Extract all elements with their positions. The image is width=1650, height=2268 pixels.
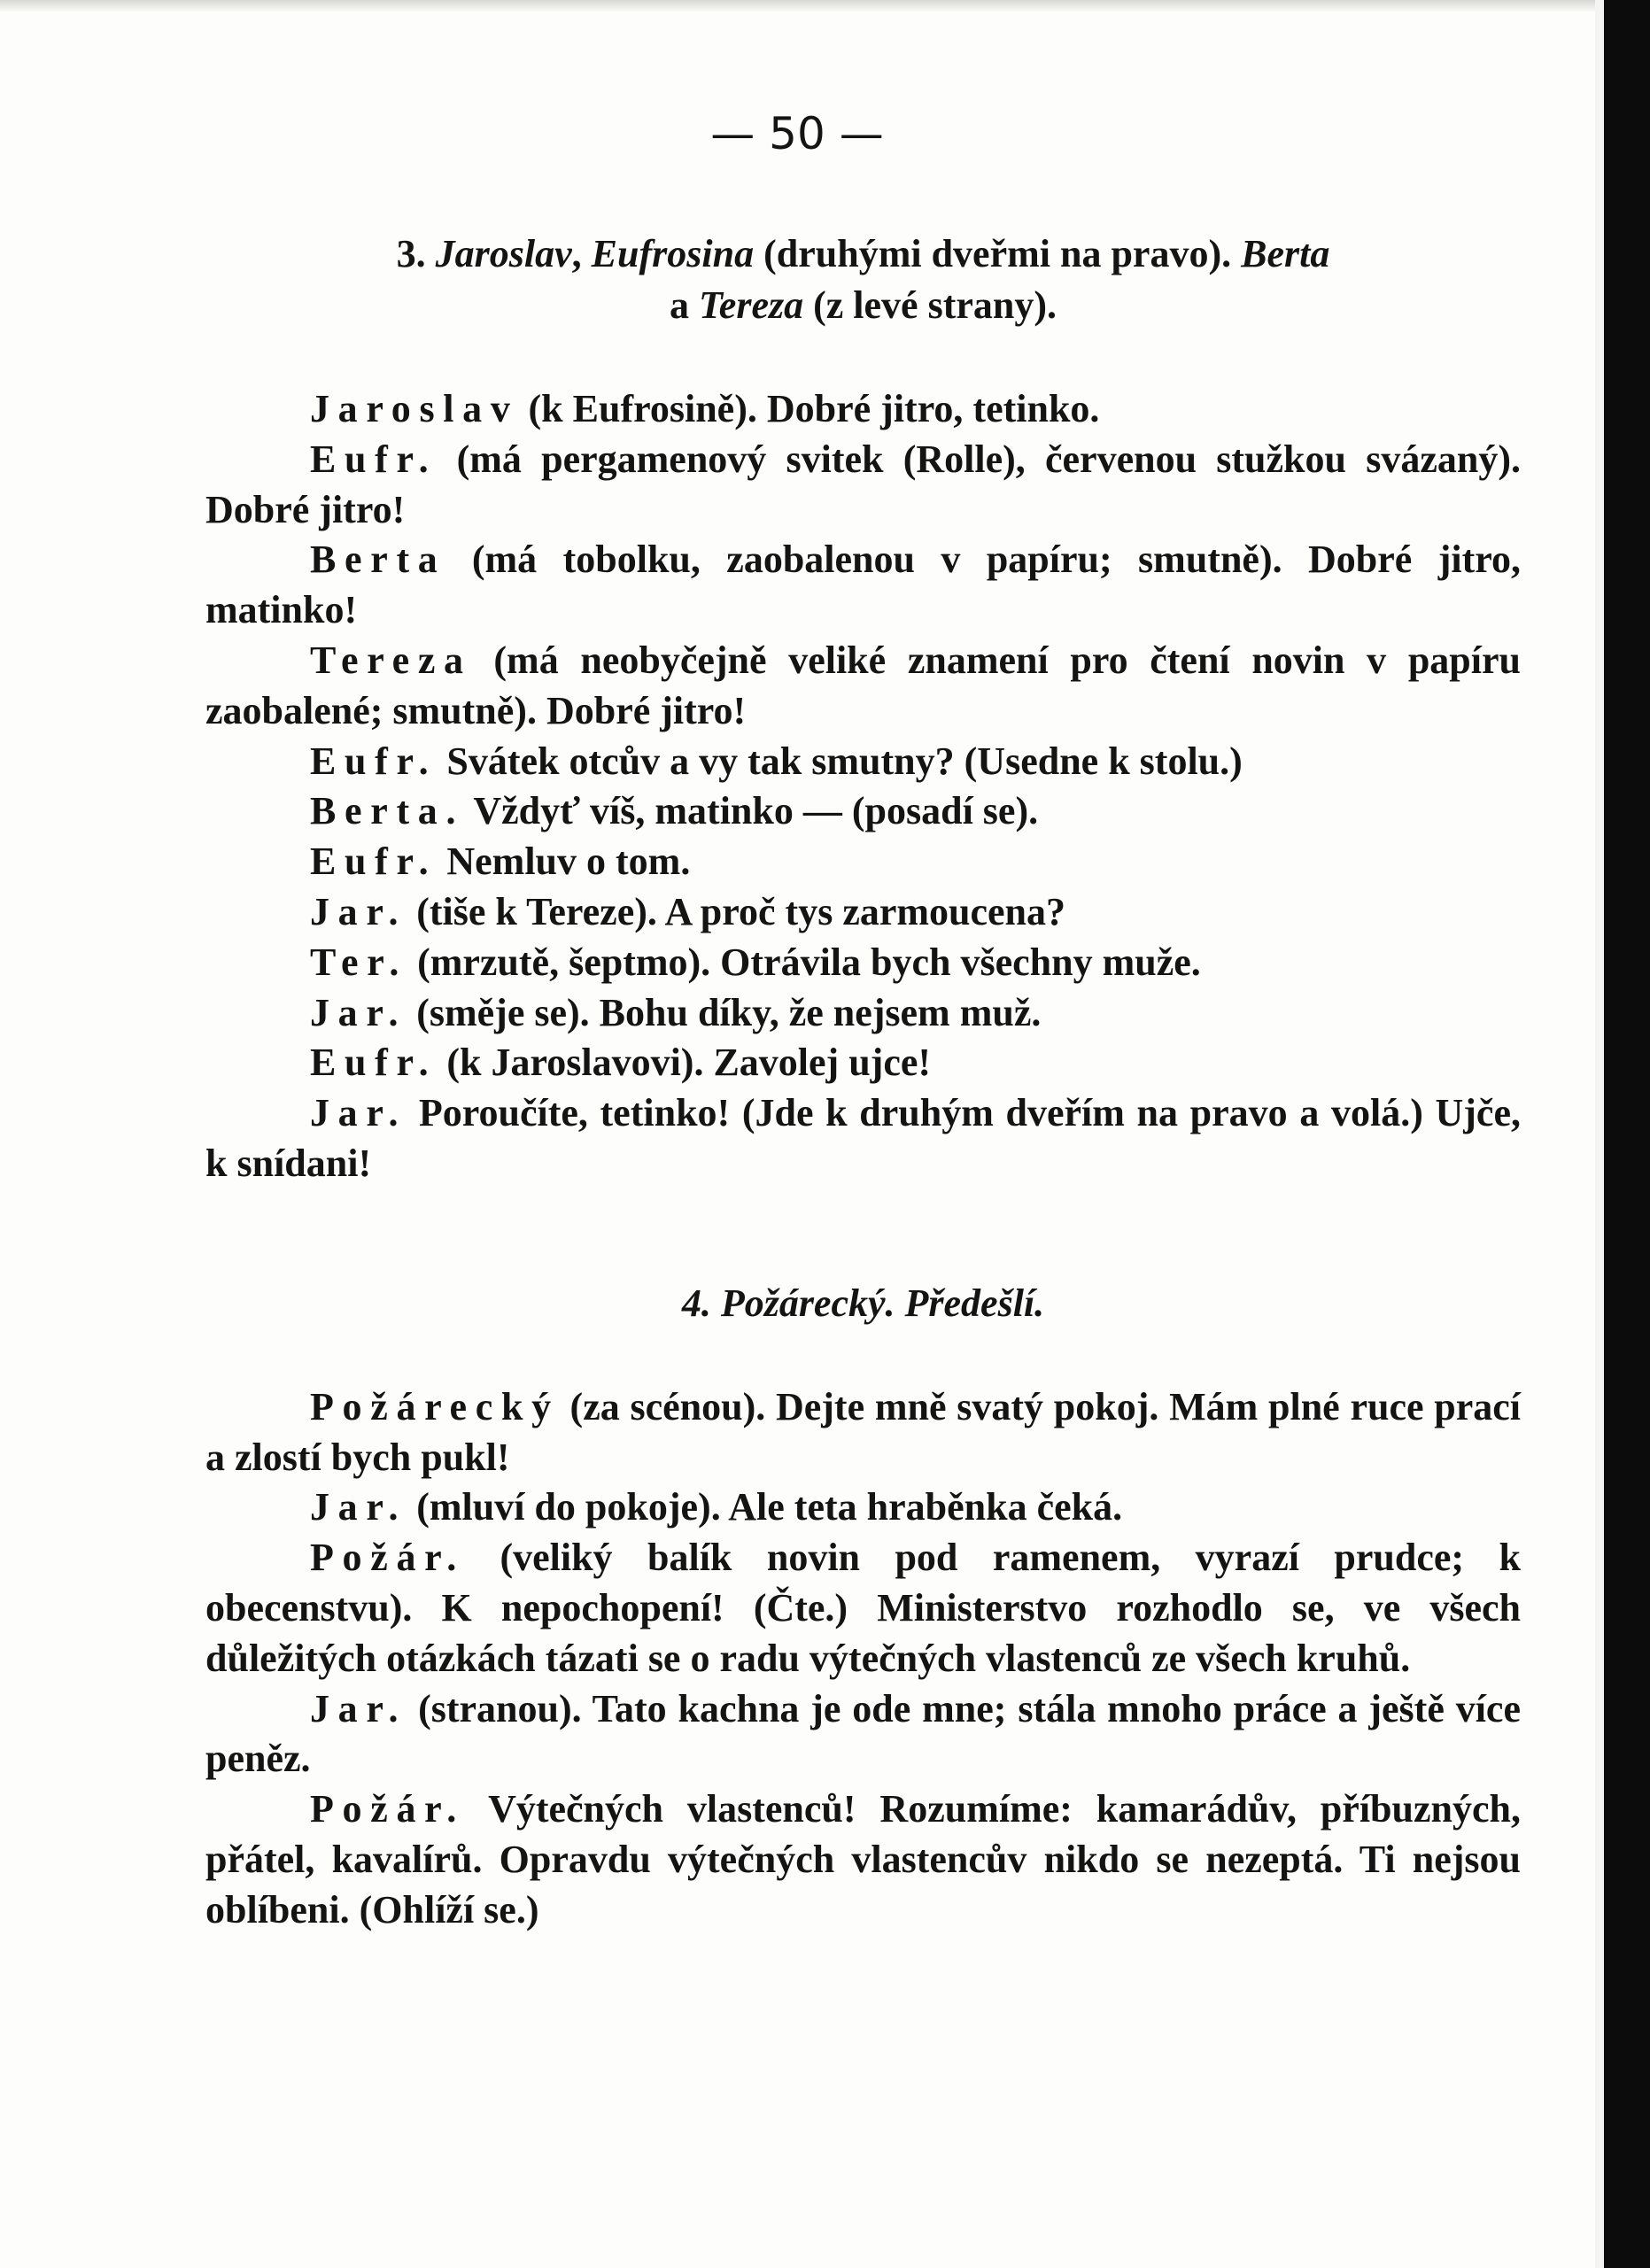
dialogue-line <box>205 988 1521 1039</box>
scene-4-dialogue <box>205 1382 1521 1936</box>
dialogue-line <box>205 1784 1521 1935</box>
speaker-name: Požár. <box>310 1536 465 1580</box>
scene-3-dialogue <box>205 384 1521 1189</box>
speaker-name: Eufr. <box>310 1041 438 1085</box>
dialogue-line <box>205 535 1521 636</box>
character-name: Berta <box>1241 232 1330 275</box>
dialogue-line <box>205 737 1521 787</box>
separator: , <box>571 232 592 275</box>
speaker-name: Požárecký <box>310 1384 560 1428</box>
line-text: (má tobolku, zaobalenou v papíru; smutně). Dobré jitro, matinko! <box>205 538 1521 632</box>
dialogue-line <box>205 636 1521 737</box>
dialogue-line <box>205 1088 1521 1189</box>
scene-number: 4. <box>681 1281 721 1325</box>
character-name: Jaroslav <box>435 232 572 275</box>
stage-direction: (druhými dveřmi na pravo). <box>754 232 1242 275</box>
line-text: (za scénou). Dejte mně svatý pokoj. Mám plné ruce prací a zlostí bych pukl! <box>205 1384 1521 1479</box>
line-text: Nemluv o tom. <box>437 840 691 884</box>
dialogue-line <box>205 786 1521 837</box>
dialogue-line <box>205 384 1521 435</box>
speaker-name: Jar. <box>310 1686 407 1730</box>
line-text: (směje se). Bohu díky, že nejsem muž. <box>407 990 1042 1034</box>
page-number: — 50 — <box>710 108 884 159</box>
character-name: Požárecký <box>720 1281 886 1325</box>
scene-4-heading <box>205 1278 1521 1329</box>
separator: . <box>885 1281 905 1325</box>
line-text: (veliký balík novin pod ramenem, vyrazí prudce; k obecenstvu). K nepochopení! (Čte.) Ministerstvo rozhodlo se, ve všech důležitých otázkách tázati se o radu výtečných vlastenců ze všech kruhů. <box>205 1536 1521 1680</box>
line-text: Poroučíte, tetinko! (Jde k druhým dveřím na pravo a volá.) Ujče, k snídani! <box>205 1091 1521 1185</box>
speaker-name: Eufr. <box>310 739 438 783</box>
dialogue-line <box>205 837 1521 887</box>
character-name: Eufrosina <box>591 232 755 275</box>
dialogue-line <box>205 887 1521 938</box>
text-column <box>205 228 1521 1936</box>
page-top-edge <box>0 0 1604 12</box>
dialogue-line <box>205 1382 1521 1483</box>
character-name: Tereza <box>698 283 804 327</box>
line-text: (má pergamenový svitek (Rolle), červenou stužkou svázaný). Dobré jitro! <box>205 437 1521 531</box>
scene-3-heading-line-2 <box>205 280 1521 331</box>
scene-3-heading-line-1 <box>205 228 1521 280</box>
scene-number: 3. <box>396 232 436 275</box>
line-text: (mrzutě, šeptmo). Otrávila bych všechny muže. <box>407 940 1201 984</box>
speaker-name: Požár. <box>310 1787 465 1831</box>
line-text: (k Jaroslavovi). Zavolej ujce! <box>437 1041 932 1085</box>
line-text: (má neobyčejně veliké znamení pro čtení novin v papíru zaobalené; smutně). Dobré jitro! <box>205 638 1521 732</box>
dialogue-line <box>205 938 1521 988</box>
page-margin-gap <box>1595 0 1604 2268</box>
speaker-name: Jar. <box>310 990 407 1034</box>
line-text: (mluví do pokoje). Ale teta hraběnka čeká. <box>407 1485 1123 1529</box>
dialogue-line <box>205 1482 1521 1533</box>
line-text: (stranou). Tato kachna je ode mne; stála mnoho práce a ještě více peněz. <box>205 1686 1521 1781</box>
dialogue-line <box>205 1533 1521 1684</box>
page-binding-edge <box>1604 0 1650 2268</box>
speaker-name: Ter. <box>310 940 408 984</box>
stage-direction: (z levé strany). <box>803 283 1057 327</box>
line-text: (k Eufrosině). Dobré jitro, tetinko. <box>518 387 1100 430</box>
speaker-name: Jar. <box>310 889 407 933</box>
speaker-name: Eufr. <box>310 840 438 884</box>
line-text: Vždyť víš, matinko — (posadí se). <box>464 789 1039 833</box>
speaker-name: Jar. <box>310 1485 407 1529</box>
speaker-name: Jaroslav <box>310 387 519 430</box>
speaker-name: Berta <box>310 538 446 582</box>
speaker-name: Eufr. <box>310 437 438 481</box>
line-text: Výtečných vlastenců! Rozumíme: kamarádův, příbuzných, přátel, kavalírů. Opravdu výtečných vlastencův nikdo se nezeptá. Ti nejsou oblíbeni. (Ohlíží se.) <box>205 1787 1521 1931</box>
line-text: (tiše k Tereze). A proč tys zarmoucena? <box>407 889 1066 933</box>
scene-3-heading <box>205 228 1521 331</box>
speaker-name: Tereza <box>310 638 472 682</box>
line-text: Svátek otcův a vy tak smutny? (Usedne k stolu.) <box>437 739 1243 783</box>
speaker-name: Jar. <box>310 1091 407 1135</box>
dialogue-line <box>205 435 1521 536</box>
dialogue-line <box>205 1684 1521 1785</box>
conjunction: a <box>669 283 699 327</box>
dialogue-line <box>205 1038 1521 1088</box>
speaker-name: Berta. <box>310 789 465 833</box>
character-name: Předešlí. <box>904 1281 1045 1325</box>
